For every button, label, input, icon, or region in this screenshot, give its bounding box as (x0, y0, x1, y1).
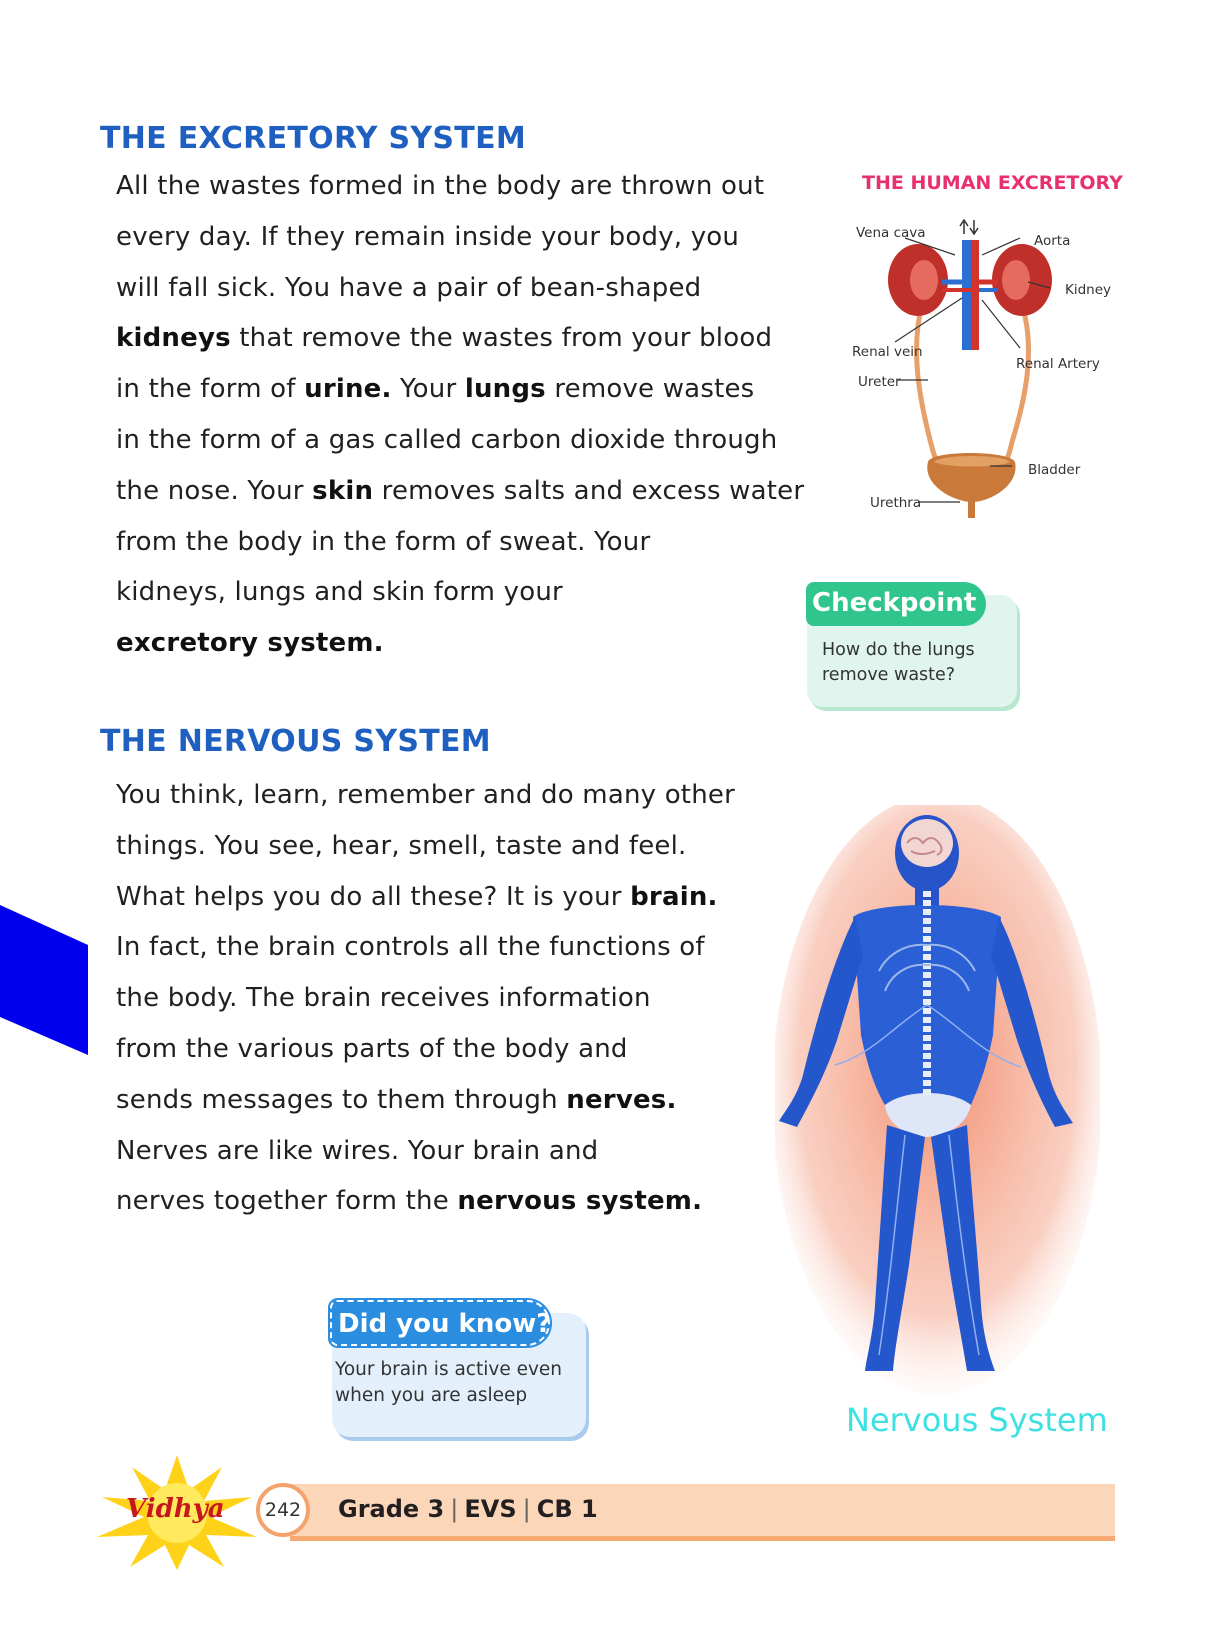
bold-term: nervous system. (457, 1186, 703, 1217)
nervous-line (116, 1186, 702, 1216)
excretory-line (116, 374, 754, 404)
text-run: that remove the wastes from your blood (230, 323, 773, 354)
logo-text: Vidhya (126, 1494, 225, 1524)
label-ureter: Ureter (858, 374, 901, 390)
excretory-line (116, 577, 563, 607)
excretory-line (116, 171, 764, 201)
label-renal-artery: Renal Artery (1016, 356, 1100, 372)
text-run: sends messages to them through (116, 1084, 567, 1115)
text-run: will fall sick. You have a pair of bean-shaped (116, 272, 702, 303)
nervous-heading: THE NERVOUS SYSTEM (100, 724, 491, 759)
side-tab-decoration (0, 905, 90, 1070)
nervous-line (116, 932, 705, 962)
text-run: All the wastes formed in the body are thrown out (116, 171, 765, 201)
label-vena-cava: Vena cava (856, 225, 926, 241)
figure-caption: Nervous System (846, 1401, 1108, 1439)
text-run: the body. The brain receives information (116, 983, 651, 1014)
text-run: from the body in the form of sweat. Your (116, 526, 651, 557)
did-you-know-text: Your brain is active even when you are asleep (335, 1359, 563, 1406)
text-run: What helps you do all these? It is your (116, 881, 631, 912)
nervous-line (116, 831, 687, 861)
label-renal-vein: Renal vein (852, 344, 923, 360)
text-run: nerves together form the (116, 1186, 458, 1217)
label-aorta: Aorta (1034, 233, 1071, 249)
nervous-line (116, 780, 735, 810)
did-you-know-title: Did you know? (330, 1300, 550, 1346)
excretory-heading: THE EXCRETORY SYSTEM (100, 121, 527, 156)
nervous-line (116, 882, 718, 912)
text-run: Your (391, 374, 465, 405)
footer-subject: EVS (464, 1495, 517, 1523)
bold-term: brain. (630, 881, 718, 912)
text-run: In fact, the brain controls all the functions of (116, 932, 705, 963)
checkpoint-question: How do the lungs remove waste? (822, 640, 975, 685)
excretory-line (116, 476, 804, 506)
footer-title: Grade 3 | EVS | CB 1 (338, 1495, 598, 1523)
excretory-line (116, 323, 772, 353)
excretory-line (116, 425, 777, 455)
excretory-line (116, 527, 650, 557)
bold-term: nerves. (566, 1084, 677, 1115)
bold-term: lungs (464, 374, 546, 405)
nervous-system-illustration (775, 805, 1100, 1395)
text-run: removes salts and excess water (373, 475, 805, 506)
footer-book: CB 1 (536, 1495, 598, 1523)
text-run: kidneys, lungs and skin form your (116, 577, 563, 608)
excretory-line (116, 222, 739, 252)
nervous-line (116, 983, 651, 1013)
label-kidney: Kidney (1065, 282, 1112, 298)
text-run: in the form of a gas called carbon dioxide through (116, 425, 778, 455)
text-run: in the form of (116, 374, 305, 405)
nervous-line (116, 1085, 677, 1115)
checkpoint-title: Checkpoint (806, 582, 986, 626)
text-run: every day. If they remain inside your body, you (116, 221, 740, 252)
nervous-line (116, 1136, 598, 1166)
text-run: You think, learn, remember and do many other (116, 780, 735, 810)
bold-term: urine. (304, 374, 392, 405)
excretory-line (116, 273, 701, 303)
bold-term: excretory system. (116, 628, 384, 659)
bold-term: kidneys (116, 323, 231, 354)
footer-grade: Grade 3 (338, 1495, 445, 1523)
text-run: remove wastes (545, 374, 755, 405)
page-number: 242 (256, 1483, 310, 1537)
diagram-title: THE HUMAN EXCRETORY (862, 172, 1123, 194)
text-run: things. You see, hear, smell, taste and feel. (116, 830, 687, 861)
text-run: from the various parts of the body and (116, 1034, 628, 1064)
label-bladder: Bladder (1028, 462, 1081, 478)
excretory-line (116, 628, 384, 658)
bold-term: skin (312, 475, 374, 506)
nervous-line (116, 1034, 628, 1064)
text-run: the nose. Your (116, 475, 313, 506)
text-run: Nerves are like wires. Your brain and (116, 1135, 599, 1166)
label-urethra: Urethra (870, 495, 922, 511)
